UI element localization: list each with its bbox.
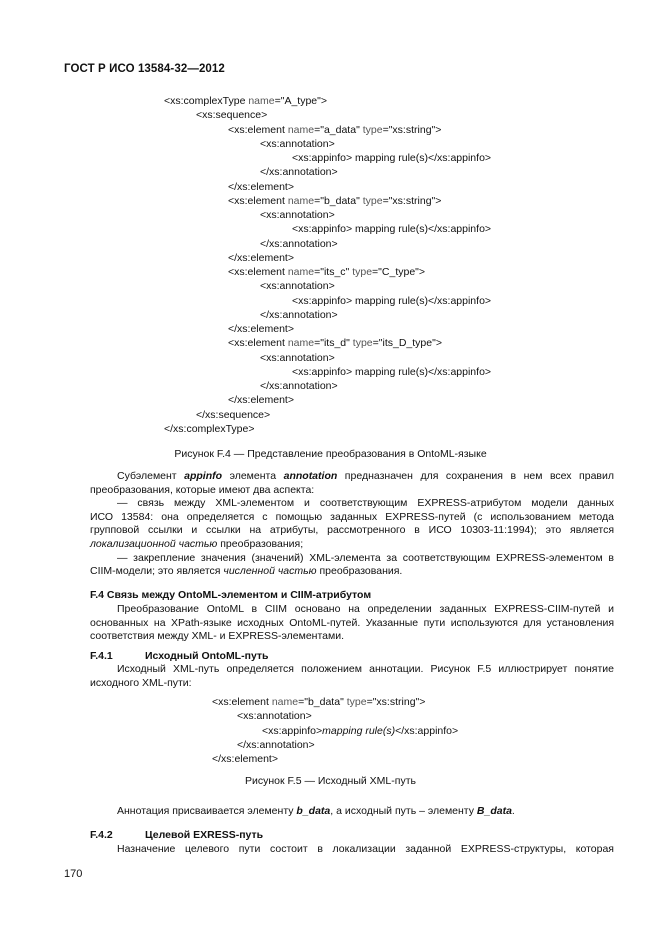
code-token: ="xs:string"> [382, 123, 442, 136]
code-attribute-name: name [248, 95, 275, 107]
code-line [164, 123, 491, 137]
code-token: </xs:element> [228, 394, 294, 407]
code-token: <xs:element [228, 194, 288, 207]
code-line [164, 237, 491, 251]
code-attribute-name: type [362, 194, 383, 207]
code-token: ="b_data" [298, 696, 347, 708]
code-token: ="C_type"> [372, 266, 426, 278]
code-token: <xs:annotation> [260, 351, 335, 364]
code-line [164, 194, 491, 208]
section-f42-heading: F.4.2 Целевой EXRESS-путь [90, 829, 264, 841]
code-line [212, 724, 458, 738]
code-token: </xs:sequence> [196, 408, 271, 421]
code-token: </xs:element> [228, 323, 294, 335]
code-token: <xs:appinfo> mapping rule(s)</xs:appinfo> [292, 365, 492, 378]
code-line [212, 709, 458, 723]
code-attribute-name: name [271, 696, 299, 708]
code-line [164, 137, 491, 151]
para1-line2: преобразования, которые имеют два аспекта: [90, 483, 315, 496]
code-token: <xs:annotation> [237, 710, 312, 723]
paragraph-appinfo [90, 470, 614, 579]
section-f4-heading: F.4 Связь между OntoML-элементом и CIIM-атрибутом [90, 589, 372, 601]
code-token: <xs:appinfo> mapping rule(s)</xs:appinfo> [292, 152, 492, 164]
code-line [164, 336, 491, 350]
code-attribute-name: type [352, 266, 373, 278]
section-f4-body: Преобразование OntoML в CIIM основано на определении заданных EXPRESS-CIIM-путей и основанных на XPath-языке исходных OntoML-путей. Указанные пути используются для установления соответствия между XML- и EXPRESS-элементами. [90, 603, 614, 643]
code-attribute-name: name [287, 123, 315, 136]
code-token: <xs:element [228, 266, 288, 278]
code-line [212, 752, 458, 766]
code-line [164, 180, 491, 194]
code-token: </xs:annotation> [260, 308, 338, 321]
code-token: <xs:appinfo> mapping rule(s)</xs:appinfo> [292, 294, 492, 307]
bullet1-line2: ИСО 13584: она определяется с помощью заданных EXPRESS-путей (с использованием метода [90, 510, 614, 523]
code-line [164, 108, 491, 122]
code-token: <xs:element [228, 337, 288, 350]
code-token: </xs:appinfo> [395, 724, 459, 737]
code-token: <xs:appinfo> [262, 724, 323, 737]
code-token: ="xs:string"> [366, 696, 426, 708]
code-token: ="xs:string"> [382, 194, 442, 207]
bullet1-line4: локализационной частью преобразования; [90, 537, 304, 550]
code-block-figure-f4 [164, 94, 491, 436]
code-line [164, 365, 491, 379]
code-line [164, 379, 491, 393]
code-token: </xs:element> [212, 753, 278, 765]
bullet1-line1: — связь между XML-элементом и соответствующим EXPRESS-атрибутом модели данных [117, 497, 614, 510]
code-attribute-name: name [287, 194, 315, 207]
code-line [164, 393, 491, 407]
code-line [212, 738, 458, 752]
code-token: <xs:sequence> [196, 109, 268, 122]
code-line [164, 222, 491, 236]
section-f41-body: Исходный XML-путь определяется положением аннотации. Рисунок F.5 иллюстрирует понятие исходного XML-пути: [90, 663, 614, 689]
code-token: <xs:annotation> [260, 209, 335, 221]
code-line [164, 151, 491, 165]
code-line [164, 265, 491, 279]
code-line [212, 695, 458, 709]
code-attribute-name: type [346, 696, 367, 708]
code-attribute-name: type [352, 337, 373, 350]
code-token: </xs:complexType> [164, 422, 255, 435]
code-line [164, 422, 491, 436]
code-attribute-name: name [287, 337, 315, 350]
section-f41-heading: F.4.1 Исходный OntoML-путь [90, 650, 269, 662]
code-token: <xs:element [212, 696, 272, 708]
bullet1-line3: групповой ссылки и ссылки на атрибуты, рассмотренного в ИСО 10303-11:1994); это является [90, 524, 614, 537]
bullet2-line1: — закрепление значения (значений) XML-элемента за соответствующим EXPRESS-элементом в [117, 551, 614, 564]
code-token: <xs:appinfo> mapping rule(s)</xs:appinfo> [292, 223, 492, 236]
code-token: </xs:element> [228, 180, 294, 193]
code-line [164, 308, 491, 322]
code-token: ="a_data" [314, 123, 363, 136]
code-token: ="b_data" [314, 194, 363, 207]
code-line [164, 322, 491, 336]
caption-figure-f5: Рисунок F.5 — Исходный XML-путь [245, 775, 416, 787]
code-token: <xs:element [228, 123, 288, 136]
code-line [164, 165, 491, 179]
code-line [164, 351, 491, 365]
code-token: ="its_d" [314, 337, 353, 350]
code-token: ="its_c" [314, 266, 353, 278]
page-number: 170 [64, 868, 83, 880]
code-line [164, 279, 491, 293]
code-line [164, 94, 491, 108]
document-header: ГОСТ Р ИСО 13584-32—2012 [64, 63, 225, 75]
code-line [164, 408, 491, 422]
code-token: </xs:element> [228, 251, 294, 264]
section-f42-body: Назначение целевого пути состоит в локализации заданной EXPRESS-структуры, которая [117, 843, 614, 855]
code-token: </xs:annotation> [260, 380, 338, 392]
code-token: <xs:complexType [164, 95, 249, 107]
code-token: </xs:annotation> [237, 738, 315, 751]
code-token: mapping rule(s) [322, 724, 396, 737]
code-attribute-name: name [287, 266, 315, 278]
code-token: <xs:annotation> [260, 280, 335, 293]
code-line [164, 294, 491, 308]
code-line [164, 208, 491, 222]
para1-line1: Субэлемент appinfo элемента annotation предназначен для сохранения в нем всех правил [117, 470, 614, 482]
paragraph-annotation: Аннотация присваивается элементу b_data, а исходный путь – элементу B_data. [117, 805, 515, 817]
code-attribute-name: type [362, 123, 383, 136]
code-line [164, 251, 491, 265]
code-block-figure-f5 [212, 695, 458, 766]
code-token: </xs:annotation> [260, 166, 338, 179]
bullet2-line2: CIIM-модели; это является численной частью преобразования. [90, 565, 403, 578]
caption-figure-f4: Рисунок F.4 — Представление преобразования в OntoML-языке [174, 448, 487, 460]
code-token: ="its_D_type"> [372, 337, 442, 350]
code-token: <xs:annotation> [260, 137, 335, 150]
code-token: </xs:annotation> [260, 237, 338, 250]
code-token: ="A_type"> [274, 95, 328, 107]
